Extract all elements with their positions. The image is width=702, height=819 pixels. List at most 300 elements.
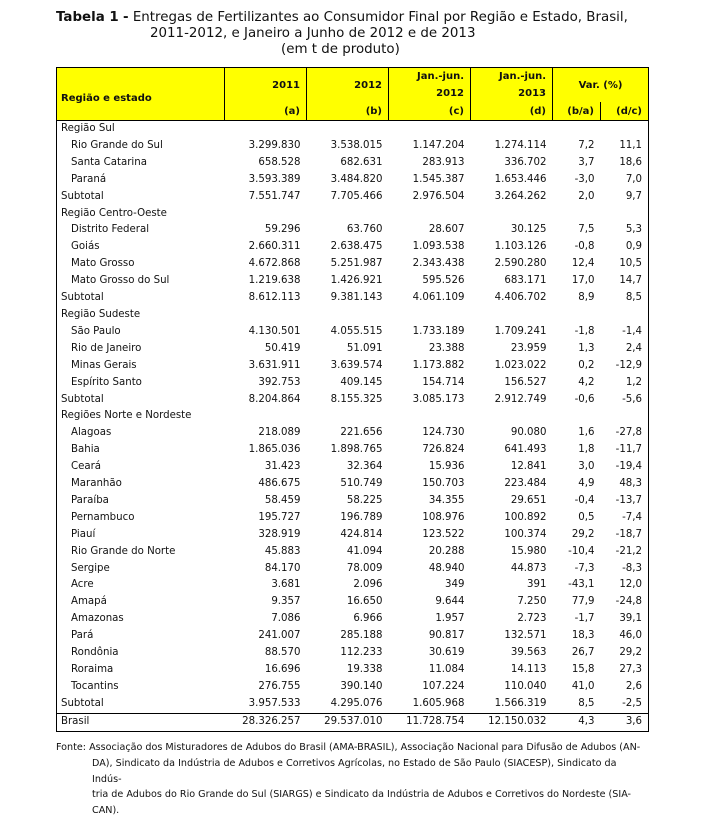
table-row [57, 577, 649, 594]
row-label: Espírito Santo [57, 375, 225, 392]
region-group-row [57, 206, 649, 223]
cell-value [225, 307, 307, 324]
row-label: Subtotal [57, 696, 225, 713]
cell-value: 683.171 [504, 275, 547, 287]
cell-value: -7,4 [601, 510, 649, 527]
cell-value: 78.009 [346, 562, 383, 574]
table-row [57, 172, 649, 189]
cell-value [307, 307, 389, 324]
cell-value [307, 408, 389, 425]
source-line-2: DA), Sindicato da Indústria de Adubos e Corretivos Agrícolas, no Estado de São Paulo (SIACESP), Sindicato da Indús- [92, 757, 617, 785]
cell-value: 90.817 [428, 630, 465, 642]
cell-value: -3,0 [574, 173, 595, 185]
cell-value: 2.638.475 [330, 241, 383, 253]
cell-value: 3,0 [578, 461, 595, 473]
header-sub-b: (b) [307, 102, 389, 121]
cell-value: 100.374 [504, 528, 547, 540]
title-dash: - [122, 10, 129, 25]
cell-value: 6.966 [353, 613, 383, 625]
table-row [57, 662, 649, 679]
cell-value: 223.484 [504, 478, 547, 490]
cell-value: -27,8 [601, 425, 649, 442]
cell-value: 336.702 [504, 156, 547, 168]
cell-value: -0,8 [574, 241, 595, 253]
cell-value: 2,6 [601, 679, 649, 696]
table-body [57, 121, 649, 732]
cell-value: 14,7 [601, 273, 649, 290]
cell-value: 1.093.538 [412, 241, 465, 253]
cell-value [553, 307, 601, 324]
row-label: Acre [57, 577, 225, 594]
cell-value: 1.898.765 [330, 444, 383, 456]
cell-value: 27,3 [601, 662, 649, 679]
cell-value: 7.250 [517, 596, 547, 608]
cell-value: -10,4 [568, 545, 595, 557]
cell-value: 84.170 [264, 562, 301, 574]
cell-value: 726.824 [422, 444, 465, 456]
row-label: Paraíba [57, 493, 225, 510]
cell-value: 2.976.504 [412, 190, 465, 202]
cell-value: 7.705.466 [330, 190, 383, 202]
cell-value: 328.919 [258, 528, 301, 540]
header-region: Região e estado [57, 68, 225, 121]
table-row [57, 594, 649, 611]
title-line-2: 2011-2012, e Janeiro a Junho de 2012 e de 2013 [150, 26, 476, 41]
source-line-1: Fonte: Associação dos Misturadores de Adubos do Brasil (AMA-BRASIL), Associação Nacional para Difusão de Adubos (AN- [56, 742, 641, 753]
table-row [57, 138, 649, 155]
region-group-row [57, 307, 649, 324]
subtotal-row [57, 696, 649, 713]
cell-value: 1,2 [601, 375, 649, 392]
row-label: Sergipe [57, 561, 225, 578]
cell-value: 12,0 [601, 577, 649, 594]
cell-value: 8,5 [578, 697, 595, 709]
row-label: Alagoas [57, 425, 225, 442]
table-row [57, 273, 649, 290]
cell-value [389, 121, 471, 138]
table-row [57, 645, 649, 662]
cell-value: -8,3 [601, 561, 649, 578]
cell-value: 3,7 [578, 156, 595, 168]
row-label: Goiás [57, 239, 225, 256]
cell-value: 46,0 [601, 628, 649, 645]
cell-value: 390.140 [340, 680, 383, 692]
cell-value: 3.085.173 [412, 393, 465, 405]
cell-value: 241.007 [258, 630, 301, 642]
cell-value: 3.264.262 [494, 190, 547, 202]
row-label: Região Centro-Oeste [57, 206, 225, 223]
cell-value: 8,5 [601, 290, 649, 307]
title-line-1: Entregas de Fertilizantes ao Consumidor Final por Região e Estado, Brasil, [132, 10, 628, 25]
cell-value: 1.274.114 [494, 139, 547, 151]
cell-value: 3,6 [601, 713, 649, 731]
cell-value: 3.631.911 [248, 359, 301, 371]
cell-value: 2.590.280 [494, 258, 547, 270]
cell-value: 39.563 [510, 647, 547, 659]
subtotal-row [57, 392, 649, 409]
cell-value: 34.355 [428, 494, 465, 506]
cell-value: 3.538.015 [330, 139, 383, 151]
title-line-3: (em t de produto) [281, 42, 400, 57]
table-label: Tabela 1 [56, 10, 119, 25]
cell-value: 392.753 [258, 376, 301, 388]
cell-value: 8.204.864 [248, 393, 301, 405]
region-group-row [57, 121, 649, 138]
source-line-3: tria de Adubos do Rio Grande do Sul (SIARGS) e Sindicato da Indústria de Adubos e Corretivos do Nordeste (SIA- [92, 789, 632, 801]
cell-value: -1,4 [601, 324, 649, 341]
cell-value: 3.299.830 [248, 139, 301, 151]
cell-value [307, 121, 389, 138]
cell-value: 3.639.574 [330, 359, 383, 371]
cell-value: 682.631 [340, 156, 383, 168]
cell-value: 1.545.387 [412, 173, 465, 185]
cell-value: 11.728.754 [389, 713, 471, 731]
cell-value: 30.125 [510, 224, 547, 236]
cell-value: 9.381.143 [330, 292, 383, 304]
cell-value: 1.566.319 [494, 697, 547, 709]
cell-value: 1.709.241 [494, 325, 547, 337]
row-label: Mato Grosso [57, 256, 225, 273]
row-label: Tocantins [57, 679, 225, 696]
table-row [57, 510, 649, 527]
cell-value: 12.150.032 [471, 713, 553, 731]
cell-value [389, 206, 471, 223]
cell-value: 4.055.515 [330, 325, 383, 337]
row-label: Pará [57, 628, 225, 645]
row-label: Ceará [57, 459, 225, 476]
cell-value: 2.660.311 [248, 241, 301, 253]
cell-value [307, 206, 389, 223]
cell-value [553, 121, 601, 138]
cell-value: 15.980 [510, 545, 547, 557]
cell-value: 23.388 [428, 342, 465, 354]
cell-value: 4.406.702 [494, 292, 547, 304]
cell-value: 3.681 [271, 579, 301, 591]
cell-value: 195.727 [258, 511, 301, 523]
cell-value: 20.288 [428, 545, 465, 557]
cell-value: 3.957.533 [248, 697, 301, 709]
cell-value: 9.644 [435, 596, 465, 608]
cell-value: 391 [527, 579, 547, 591]
table-row [57, 544, 649, 561]
table-row [57, 679, 649, 696]
cell-value: -1,7 [574, 613, 595, 625]
cell-value: 112.233 [340, 647, 383, 659]
cell-value: 7.551.747 [248, 190, 301, 202]
cell-value: -1,8 [574, 325, 595, 337]
cell-value: 110.040 [504, 680, 547, 692]
header-sub-a: (a) [225, 102, 307, 121]
row-label: Subtotal [57, 392, 225, 409]
cell-value: 28.607 [428, 224, 465, 236]
cell-value: 2,0 [578, 190, 595, 202]
subtotal-row [57, 189, 649, 206]
row-label: Rio Grande do Sul [57, 138, 225, 155]
cell-value: 48.940 [428, 562, 465, 574]
row-label: Rio de Janeiro [57, 341, 225, 358]
cell-value: -0,4 [574, 494, 595, 506]
cell-value: 12.841 [510, 461, 547, 473]
cell-value: 595.526 [422, 275, 465, 287]
cell-value: 218.089 [258, 427, 301, 439]
cell-value: -11,7 [601, 442, 649, 459]
cell-value: 100.892 [504, 511, 547, 523]
header-jan-jun-2013-a: Jan.-jun. [498, 71, 546, 82]
table-title [56, 10, 696, 58]
cell-value: 4.672.868 [248, 258, 301, 270]
table-row [57, 476, 649, 493]
row-label: Região Sul [57, 121, 225, 138]
cell-value: 2.912.749 [494, 393, 547, 405]
header-jan-jun-2012-b: 2012 [436, 88, 464, 99]
cell-value: 9.357 [271, 596, 301, 608]
cell-value [471, 206, 553, 223]
cell-value: 29,2 [571, 528, 595, 540]
cell-value: 0,9 [601, 239, 649, 256]
cell-value: 11,1 [601, 138, 649, 155]
row-label: Paraná [57, 172, 225, 189]
cell-value: -21,2 [601, 544, 649, 561]
cell-value: 349 [445, 579, 465, 591]
cell-value: 29.651 [510, 494, 547, 506]
data-table [56, 67, 649, 732]
cell-value: 658.528 [258, 156, 301, 168]
cell-value: 58.225 [346, 494, 383, 506]
cell-value: 1.653.446 [494, 173, 547, 185]
cell-value: 1.173.882 [412, 359, 465, 371]
cell-value: -24,8 [601, 594, 649, 611]
cell-value: 7,0 [601, 172, 649, 189]
cell-value: 124.730 [422, 427, 465, 439]
cell-value: -2,5 [601, 696, 649, 713]
table-row [57, 561, 649, 578]
cell-value [601, 206, 649, 223]
table-row [57, 324, 649, 341]
table-row [57, 628, 649, 645]
row-label: Piauí [57, 527, 225, 544]
row-label: Minas Gerais [57, 358, 225, 375]
cell-value [553, 408, 601, 425]
cell-value: 196.789 [340, 511, 383, 523]
row-label: Amazonas [57, 611, 225, 628]
cell-value: 11.084 [428, 664, 465, 675]
header-sub-d: (d) [471, 102, 553, 121]
cell-value [225, 206, 307, 223]
cell-value: 48,3 [601, 476, 649, 493]
cell-value [225, 121, 307, 138]
row-label: Região Sudeste [57, 307, 225, 324]
cell-value: 8.612.113 [248, 292, 301, 304]
cell-value: -5,6 [601, 392, 649, 409]
cell-value: 45.883 [264, 545, 301, 557]
cell-value: 51.091 [346, 342, 383, 354]
cell-value [601, 121, 649, 138]
table-row [57, 611, 649, 628]
cell-value: 123.522 [422, 528, 465, 540]
cell-value: 8,9 [578, 292, 595, 304]
cell-value: 30.619 [428, 647, 465, 659]
cell-value: 1.605.968 [412, 697, 465, 709]
cell-value: 409.145 [340, 376, 383, 388]
row-label: Brasil [57, 713, 225, 731]
row-label: Roraima [57, 662, 225, 679]
table-row [57, 341, 649, 358]
header-jan-jun-2013 [471, 68, 553, 103]
cell-value: 4.130.501 [248, 325, 301, 337]
cell-value: 641.493 [504, 444, 547, 456]
cell-value [553, 206, 601, 223]
cell-value: -18,7 [601, 527, 649, 544]
cell-value: -19,4 [601, 459, 649, 476]
cell-value: 15.936 [428, 461, 465, 473]
cell-value: 1.733.189 [412, 325, 465, 337]
cell-value: 19.338 [346, 664, 383, 675]
cell-value: 424.814 [340, 528, 383, 540]
cell-value: 14.113 [510, 664, 547, 675]
table-row [57, 527, 649, 544]
cell-value: 44.873 [510, 562, 547, 574]
row-label: Mato Grosso do Sul [57, 273, 225, 290]
cell-value: 18,3 [571, 630, 595, 642]
cell-value: 41,0 [571, 680, 595, 692]
table-row [57, 459, 649, 476]
cell-value: 29,2 [601, 645, 649, 662]
cell-value [389, 408, 471, 425]
cell-value: 107.224 [422, 680, 465, 692]
header-2012: 2012 [307, 68, 389, 103]
cell-value: 15,8 [571, 664, 595, 675]
cell-value: 4,3 [553, 713, 601, 731]
header-sub-dc: (d/c) [601, 102, 649, 121]
cell-value: 1.103.126 [494, 241, 547, 253]
header-jan-jun-2012 [389, 68, 471, 103]
cell-value: 486.675 [258, 478, 301, 490]
row-label: Santa Catarina [57, 155, 225, 172]
table-row [57, 239, 649, 256]
cell-value [471, 408, 553, 425]
cell-value: 283.913 [422, 156, 465, 168]
row-label: Maranhão [57, 476, 225, 493]
cell-value: 1.957 [435, 613, 465, 625]
cell-value: 154.714 [422, 376, 465, 388]
cell-value: 32.364 [346, 461, 383, 473]
table-row [57, 425, 649, 442]
cell-value: 88.570 [264, 647, 301, 659]
table-row [57, 358, 649, 375]
source-note [56, 740, 646, 819]
cell-value: 4,2 [578, 376, 595, 388]
cell-value: 7,2 [578, 139, 595, 151]
cell-value: 7,5 [578, 224, 595, 236]
cell-value: 2.096 [353, 579, 383, 591]
cell-value: 18,6 [601, 155, 649, 172]
cell-value: 156.527 [504, 376, 547, 388]
cell-value: 9,7 [601, 189, 649, 206]
header-jan-jun-2013-b: 2013 [518, 88, 546, 99]
cell-value: 1.147.204 [412, 139, 465, 151]
row-label: Regiões Norte e Nordeste [57, 408, 225, 425]
table-row [57, 442, 649, 459]
cell-value: 29.537.010 [307, 713, 389, 731]
cell-value: 1,3 [578, 342, 595, 354]
cell-value: 1.865.036 [248, 444, 301, 456]
cell-value: 0,2 [578, 359, 595, 371]
cell-value: -12,9 [601, 358, 649, 375]
row-label: Rio Grande do Norte [57, 544, 225, 561]
cell-value: 1,8 [578, 444, 595, 456]
subtotal-row [57, 290, 649, 307]
cell-value: 2.343.438 [412, 258, 465, 270]
header-sub-ba: (b/a) [553, 102, 601, 121]
table-row [57, 155, 649, 172]
cell-value: 0,5 [578, 511, 595, 523]
cell-value: 23.959 [510, 342, 547, 354]
cell-value: 50.419 [264, 342, 301, 354]
cell-value: 1,6 [578, 427, 595, 439]
cell-value: 276.755 [258, 680, 301, 692]
cell-value: 4.295.076 [330, 697, 383, 709]
cell-value [389, 307, 471, 324]
cell-value: 7.086 [271, 613, 301, 625]
cell-value: 12,4 [571, 258, 595, 270]
header-2011: 2011 [225, 68, 307, 103]
row-label: Bahia [57, 442, 225, 459]
cell-value: 90.080 [510, 427, 547, 439]
table-row [57, 375, 649, 392]
cell-value: 17,0 [571, 275, 595, 287]
cell-value: 2.723 [517, 613, 547, 625]
cell-value: 221.656 [340, 427, 383, 439]
cell-value: 8.155.325 [330, 393, 383, 405]
cell-value: 41.094 [346, 545, 383, 557]
cell-value [601, 307, 649, 324]
cell-value: 63.760 [346, 224, 383, 236]
cell-value: 4,9 [578, 478, 595, 490]
cell-value: 3.593.389 [248, 173, 301, 185]
cell-value: 150.703 [422, 478, 465, 490]
cell-value: 10,5 [601, 256, 649, 273]
cell-value: 132.571 [504, 630, 547, 642]
cell-value: 1.219.638 [248, 275, 301, 287]
cell-value [225, 408, 307, 425]
cell-value: 77,9 [571, 596, 595, 608]
cell-value: 58.459 [264, 494, 301, 506]
cell-value: 16.696 [264, 664, 301, 675]
cell-value: 510.749 [340, 478, 383, 490]
cell-value: 5,3 [601, 222, 649, 239]
row-label: Amapá [57, 594, 225, 611]
cell-value: 285.188 [340, 630, 383, 642]
header-jan-jun-2012-a: Jan.-jun. [416, 71, 464, 82]
header-sub-c: (c) [389, 102, 471, 121]
cell-value: 59.296 [264, 224, 301, 236]
cell-value: -0,6 [574, 393, 595, 405]
total-row [57, 713, 649, 731]
cell-value: 5.251.987 [330, 258, 383, 270]
row-label: Rondônia [57, 645, 225, 662]
cell-value: 31.423 [264, 461, 301, 473]
cell-value: -43,1 [568, 579, 595, 591]
cell-value: 26,7 [571, 647, 595, 659]
table-row [57, 256, 649, 273]
header-var: Var. (%) [553, 68, 649, 103]
cell-value: 108.976 [422, 511, 465, 523]
row-label: São Paulo [57, 324, 225, 341]
header-row [57, 68, 649, 103]
table-row [57, 493, 649, 510]
row-label: Pernambuco [57, 510, 225, 527]
cell-value: 3.484.820 [330, 173, 383, 185]
